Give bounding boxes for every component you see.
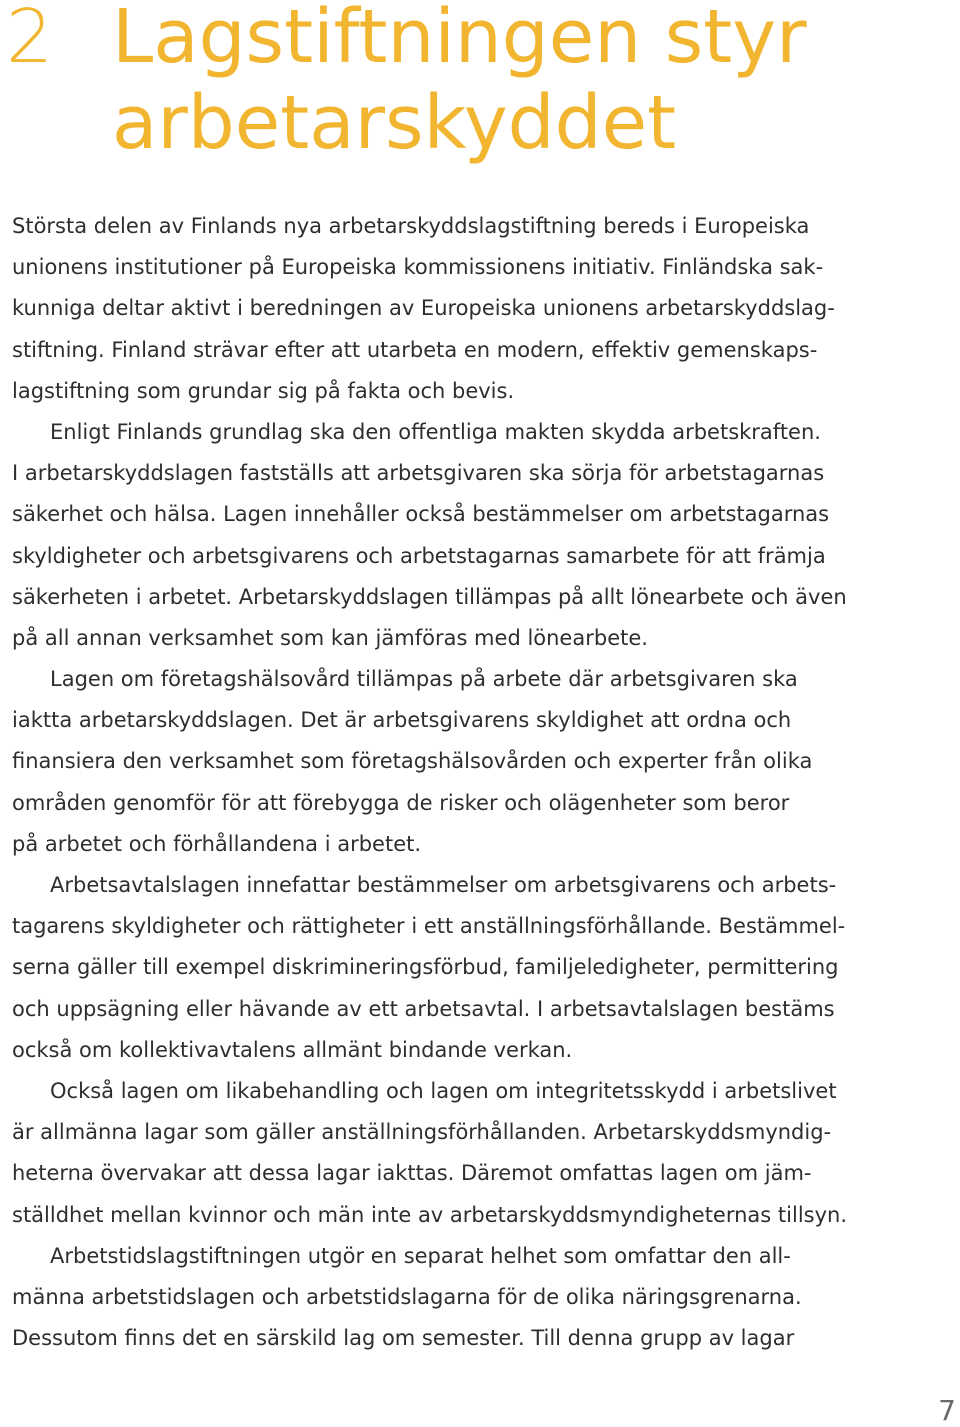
text-line: serna gäller till exempel diskrimineringsförbud, familjeledigheter, permittering: [12, 955, 839, 980]
text-line: områden genomför för att förebygga de risker och olägenheter som beror: [12, 790, 790, 815]
text-line: heterna övervakar att dessa lagar iakttas. Däremot omfattas lagen om jäm-: [12, 1161, 812, 1186]
text-line: lagstiftning som grundar sig på fakta och bevis.: [12, 378, 515, 403]
text-line: ställdhet mellan kvinnor och män inte av arbetarskyddsmyndigheternas tillsyn.: [12, 1202, 848, 1227]
text-line: männa arbetstidslagen och arbetstidslagarna för de olika näringsgrenarna.: [12, 1284, 802, 1309]
text-line: på all annan verksamhet som kan jämföras med lönearbete.: [12, 625, 648, 650]
text-line: Också lagen om likabehandling och lagen om integritetsskydd i arbetslivet: [50, 1078, 837, 1103]
text-line: också om kollektivavtalens allmänt bindande verkan.: [12, 1037, 573, 1062]
chapter-title-line: arbetarskyddet: [112, 80, 677, 166]
text-line: unionens institutioner på Europeiska kommissionens initiativ. Finländska sak-: [12, 255, 824, 280]
text-line: Enligt Finlands grundlag ska den offentliga makten skydda arbetskraften.: [50, 419, 821, 444]
text-line: Största delen av Finlands nya arbetarskyddslagstiftning bereds i Europeiska: [12, 214, 810, 238]
text-line: tagarens skyldigheter och rättigheter i ett anställningsförhållande. Bestämmel-: [12, 914, 846, 939]
text-line: stiftning. Finland strävar efter att utarbeta en modern, effektiv gemenskaps-: [12, 337, 818, 362]
text-line: Lagen om företagshälsovård tillämpas på arbete där arbetsgivaren ska: [50, 667, 798, 692]
text-line: och uppsägning eller hävande av ett arbetsavtal. I arbetsavtalslagen bestäms: [12, 996, 835, 1021]
text-line: Arbetsavtalslagen innefattar bestämmelser om arbetsgivarens och arbets-: [50, 873, 837, 897]
text-line: är allmänna lagar som gäller anställningsförhållanden. Arbetarskyddsmyndig-: [12, 1120, 832, 1145]
body-text: [12, 206, 848, 1359]
text-line: finansiera den verksamhet som företagshälsovården och experter från olika: [12, 749, 813, 774]
text-line: på arbetet och förhållandena i arbetet.: [12, 831, 422, 856]
text-line: kunniga deltar aktivt i beredningen av Europeiska unionens arbetarskyddslag-: [12, 296, 835, 321]
chapter-number: 2: [6, 0, 54, 80]
page-number: 7: [938, 1394, 956, 1427]
text-line: skyldigheter och arbetsgivarens och arbetstagarnas samarbete för att främja: [12, 543, 826, 568]
text-line: Arbetstidslagstiftningen utgör en separat helhet som omfattar den all-: [50, 1243, 791, 1268]
text-line: Dessutom finns det en särskild lag om semester. Till denna grupp av lagar: [12, 1326, 795, 1351]
text-line: säkerhet och hälsa. Lagen innehåller också bestämmelser om arbetstagarnas: [12, 502, 830, 527]
chapter-title-line: Lagstiftningen styr: [112, 0, 807, 80]
text-line: säkerheten i arbetet. Arbetarskyddslagen tillämpas på allt lönearbete och även: [12, 584, 847, 609]
text-line: iaktta arbetarskyddslagen. Det är arbetsgivarens skyldighet att ordna och: [12, 708, 792, 733]
text-line: I arbetarskyddslagen fastställs att arbetsgivaren ska sörja för arbetstagarnas: [12, 461, 825, 486]
chapter-title: [112, 0, 932, 166]
